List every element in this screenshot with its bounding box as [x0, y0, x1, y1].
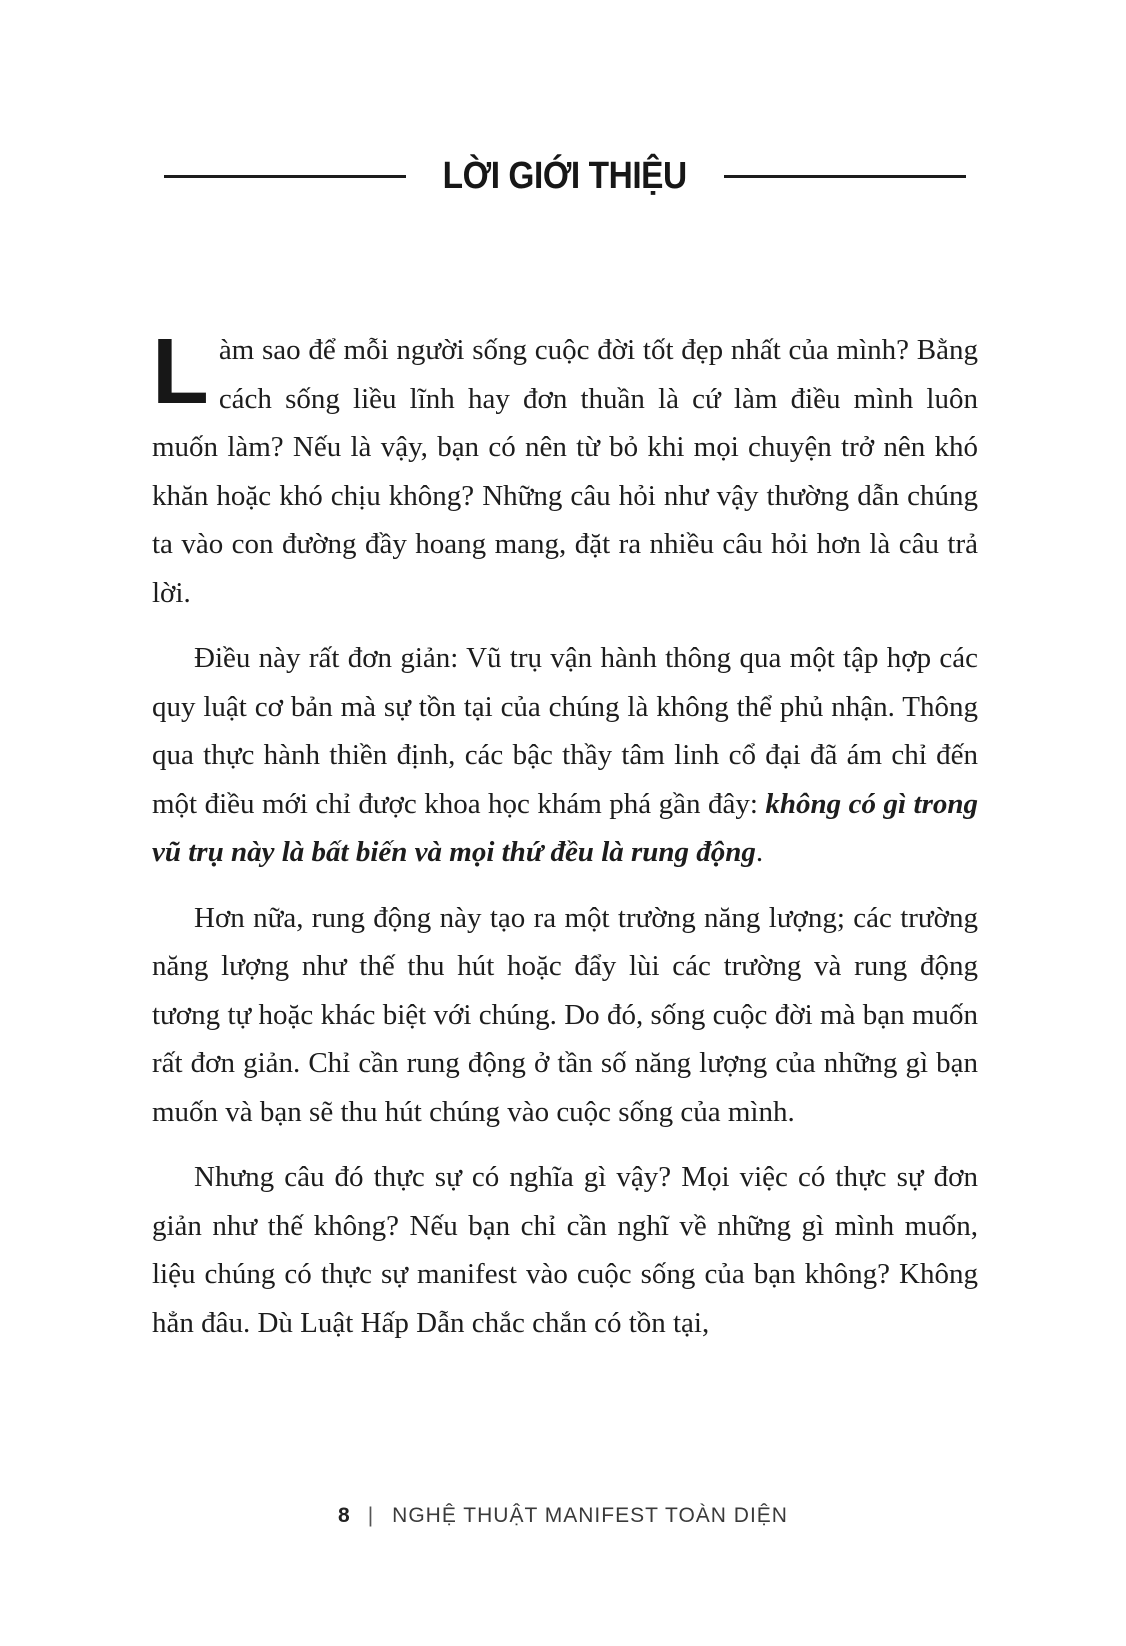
body-text — [152, 319, 978, 1347]
paragraph — [152, 634, 978, 877]
paragraph-text: Nhưng câu đó thực sự có nghĩa gì vậy? Mọi việc có thực sự đơn giản như thế không? Nếu bạn chỉ cần nghĩ về những gì mình muốn, liệu chúng có thực sự manifest vào cuộc sống của bạn không? Không hẳn đâu. Dù Luật Hấp Dẫn chắc chắn có tồn tại, — [152, 1161, 978, 1339]
paragraph — [152, 319, 978, 617]
paragraph-text: Điều này rất đơn giản: Vũ trụ vận hành thông qua một tập hợp các quy luật cơ bản mà sự tồn tại của chúng là không thể phủ nhận. Thông qua thực hành thiền định, các bậc thầy tâm linh cổ đại đã ám chỉ đến một điều mới chỉ được khoa học khám phá gần đây: — [152, 642, 978, 820]
page-number: 8 — [338, 1504, 350, 1527]
paragraph-text: àm sao để mỗi người sống cuộc đời tốt đẹp nhất của mình? Bằng cách sống liều lĩnh hay đơn thuần là cứ làm điều mình luôn muốn làm? Nếu là vậy, bạn có nên từ bỏ khi mọi chuyện trở nên khó khăn hoặc khó chịu không? Những câu hỏi như vậy thường dẫn chúng ta vào con đường đầy hoang mang, đặt ra nhiều câu hỏi hơn là câu trả lời. — [152, 334, 978, 609]
chapter-title: LỜI GIỚI THIỆU — [442, 154, 688, 197]
page-footer — [0, 1504, 1126, 1528]
header-rule-left — [164, 175, 406, 178]
paragraph — [152, 894, 978, 1137]
paragraph — [152, 1153, 978, 1347]
book-title: NGHỆ THUẬT MANIFEST TOÀN DIỆN — [392, 1504, 788, 1527]
emphasis-text: không có gì trong vũ trụ này là bất biến và mọi thứ đều là rung động — [152, 787, 978, 868]
drop-cap: L — [152, 319, 209, 423]
header-rule-right — [724, 175, 966, 178]
footer-separator: | — [367, 1504, 375, 1527]
chapter-header — [164, 152, 966, 200]
paragraph-text: . — [755, 836, 764, 868]
paragraph-text: Hơn nữa, rung động này tạo ra một trường năng lượng; các trường năng lượng như thế thu hút hoặc đẩy lùi các trường và rung động tương tự hoặc khác biệt với chúng. Do đó, sống cuộc đời mà bạn muốn rất đơn giản. Chỉ cần rung động ở tần số năng lượng của những gì bạn muốn và bạn sẽ thu hút chúng vào cuộc sống của mình. — [152, 901, 978, 1128]
